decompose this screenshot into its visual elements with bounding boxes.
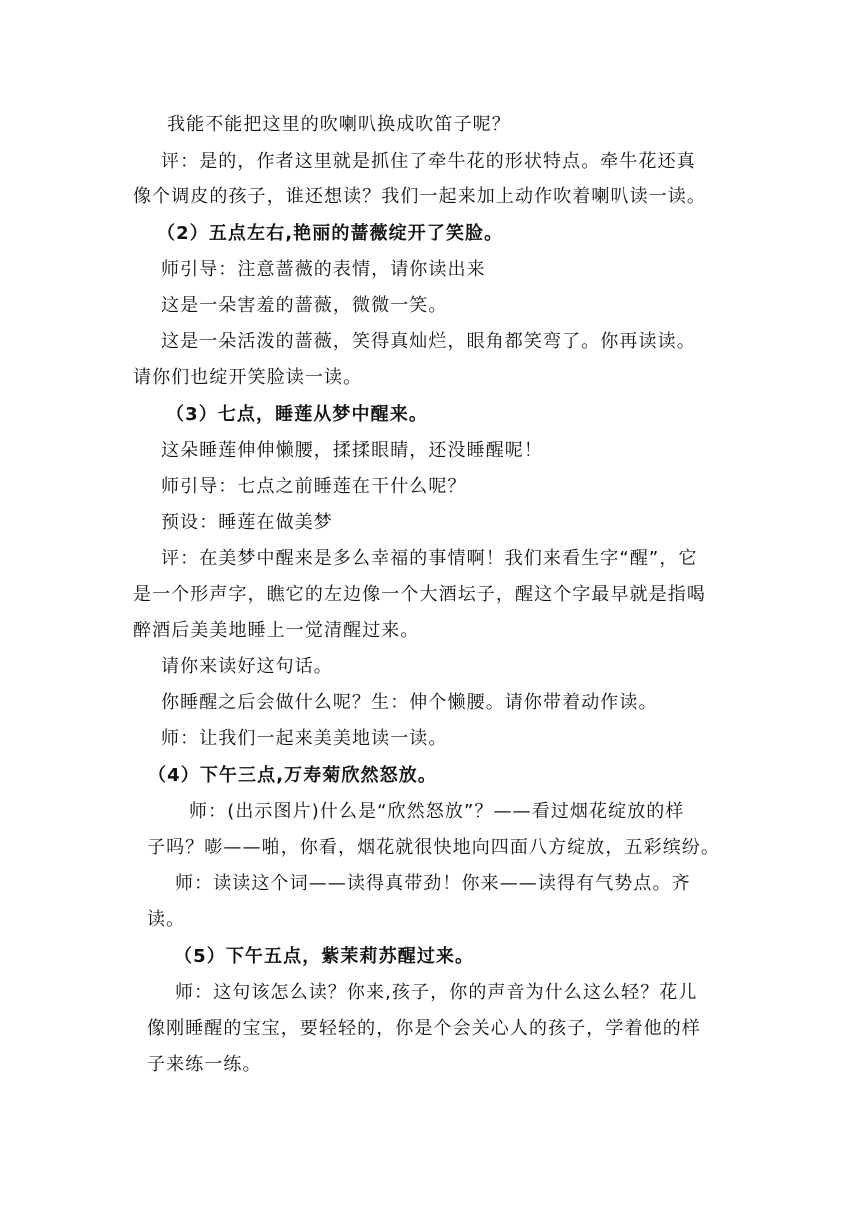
paragraph-line: 这朵睡莲伸伸懒腰，揉揉眼睛，还没睡醒呢！ xyxy=(161,440,543,461)
paragraph-line: 是一个形声字，瞧它的左边像一个大酒坛子，醒这个字最早就是指喝 xyxy=(133,584,706,605)
paragraph-line: 读。 xyxy=(147,909,186,930)
paragraph-line: 请你来读好这句话。 xyxy=(161,656,333,677)
paragraph-line: 像个调皮的孩子，谁还想读？我们一起来加上动作吹着喇叭读一读。 xyxy=(133,186,706,207)
paragraph-line: 师：(出示图片)什么是“欣然怒放”？——看过烟花绽放的样 xyxy=(189,801,685,822)
section-heading-5: （5）下午五点，紫茉莉苏醒过来。 xyxy=(174,946,475,967)
paragraph-line: 你睡醒之后会做什么呢？生：伸个懒腰。请你带着动作读。 xyxy=(161,692,658,713)
paragraph-line: 评：是的，作者这里就是抓住了牵牛花的形状特点。牵牛花还真 xyxy=(161,151,696,172)
paragraph-line: 这是一朵害羞的蔷薇，微微一笑。 xyxy=(161,295,448,316)
paragraph-line: 师引导：七点之前睡莲在干什么呢？ xyxy=(161,476,467,497)
paragraph-line: 师引导：注意蔷薇的表情，请你读出来 xyxy=(161,259,486,280)
section-heading-2: （2）五点左右,艳丽的蔷薇绽开了笑脸。 xyxy=(157,223,504,244)
paragraph-line: 师：读读这个词——读得真带劲！你来——读得有气势点。齐 xyxy=(175,873,691,894)
paragraph-line: 我能不能把这里的吹喇叭换成吹笛子呢？ xyxy=(167,114,511,135)
section-heading-4: （4）下午三点,万寿菊欣然怒放。 xyxy=(148,765,437,786)
paragraph-line: 子吗？嘭——啪，你看，烟花就很快地向四面八方绽放，五彩缤纷。 xyxy=(147,837,720,858)
paragraph-line: 师：让我们一起来美美地读一读。 xyxy=(161,728,448,749)
paragraph-line: 师：这句该怎么读？你来,孩子，你的声音为什么这么轻？花儿 xyxy=(175,982,698,1003)
paragraph-line: 预设：睡莲在做美梦 xyxy=(161,512,333,533)
paragraph-line: 醉酒后美美地睡上一觉清醒过来。 xyxy=(133,620,420,641)
section-heading-3: （3）七点，睡莲从梦中醒来。 xyxy=(166,404,428,425)
paragraph-line: 这是一朵活泼的蔷薇，笑得真灿烂，眼角都笑弯了。你再读读。 xyxy=(161,331,696,352)
paragraph-line: 请你们也绽开笑脸读一读。 xyxy=(133,367,363,388)
paragraph-line: 子来练一练。 xyxy=(147,1054,262,1075)
paragraph-line: 像刚睡醒的宝宝，要轻轻的，你是个会关心人的孩子，学着他的样 xyxy=(147,1018,701,1039)
paragraph-line: 评：在美梦中醒来是多么幸福的事情啊！我们来看生字“醒”，它 xyxy=(161,548,698,569)
